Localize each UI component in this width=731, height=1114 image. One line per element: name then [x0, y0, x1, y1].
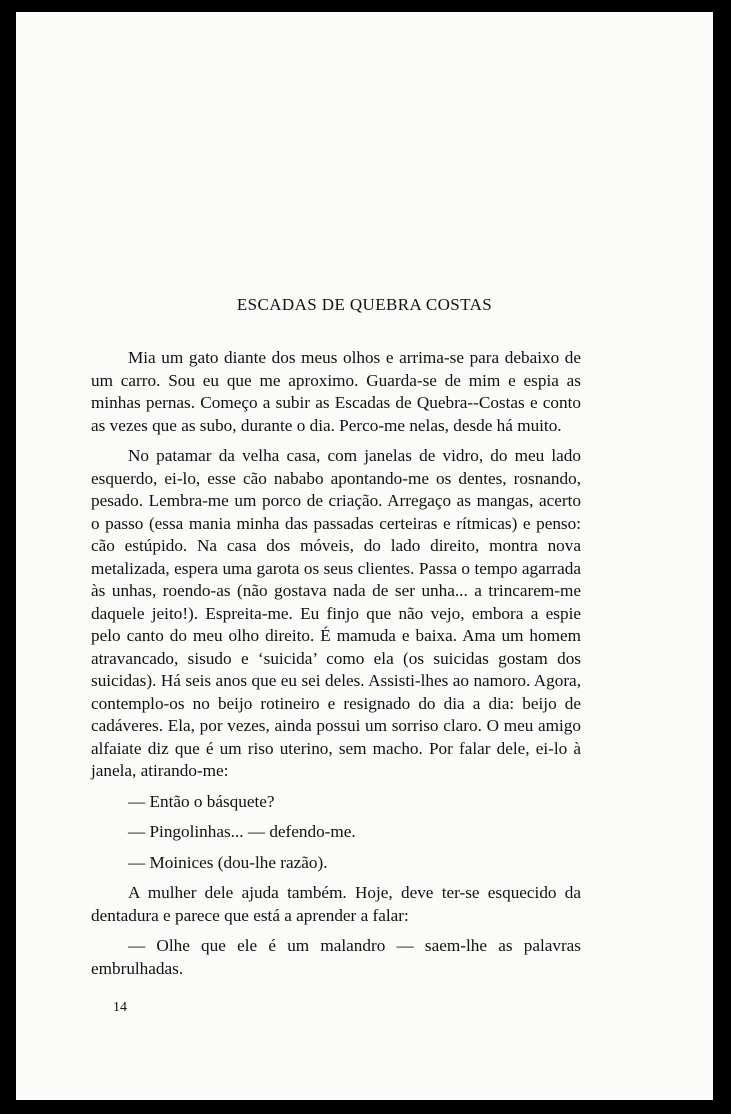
- paragraph-4: — Olhe que ele é um malandro — saem-lhe as palavras embrulhadas.: [91, 936, 581, 978]
- dialogue-line-2: — Pingolinhas... — defendo-me.: [128, 822, 356, 841]
- book-page: [16, 12, 713, 1100]
- paragraph-2: No patamar da velha casa, com janelas de vidro, do meu lado esquerdo, ei-lo, esse cão nababo apontando-me os dentes, rosnando, pesado. Lembra-me um porco de criação. Arregaço as mangas, acerto o passo (essa mania minha das passadas certeiras e rítmicas) e penso: cão estúpido. Na casa dos móveis, do lado direito, montra nova metalizada, espera uma garota os seus clientes. Passa o tempo agarrada às unhas, roendo-as (não gostava nada de ser unha... a trincarem-me daquele jeito!). Espreita-me. Eu finjo que não vejo, embora a espie pelo canto do meu olho direito. É mamuda e baixa. Ama um homem atravancado, sisudo e ‘suicida’ como ela (os suicidas gostam dos suicidas). Há seis anos que eu sei deles. Assisti-lhes ao namoro. Agora, contemplo-os no beijo rotineiro e resignado do dia a dia: beijo de cadáveres. Ela, por vezes, ainda possui um sorriso claro. O meu amigo alfaiate diz que é um riso uterino, sem macho. Por falar dele, ei-lo à janela, atirando-me:: [91, 446, 581, 780]
- dialogue-line-1: — Então o básquete?: [128, 791, 275, 811]
- chapter-title: ESCADAS DE QUEBRA COSTAS: [236, 295, 493, 314]
- paragraph-3: A mulher dele ajuda também. Hoje, deve ter-se esquecido da dentadura e parece que está a aprender a falar:: [91, 883, 581, 925]
- chapter-text: [91, 347, 581, 980]
- dialogue-line-3: — Moinices (dou-lhe razão).: [128, 852, 328, 872]
- paragraph-1: Mia um gato diante dos meus olhos e arrima-se para debaixo de um carro. Sou eu que me aproximo. Guarda-se de mim e espia as minhas pernas. Começo a subir as Escadas de Quebra--Costas e conto as vezes que as subo, durante o dia. Perco-me nelas, desde há muito.: [91, 348, 581, 435]
- page-number: 14: [113, 1000, 127, 1015]
